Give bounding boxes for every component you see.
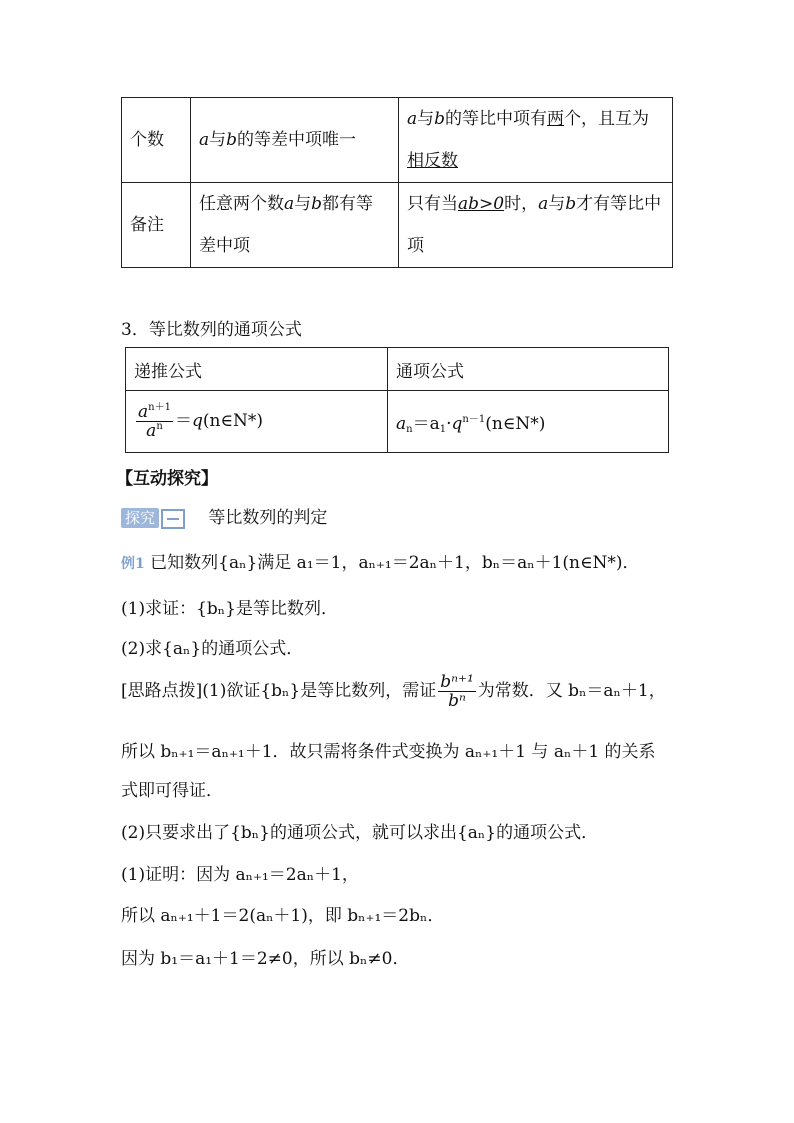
underlined-text: 相反数 xyxy=(407,151,458,171)
table-row xyxy=(126,348,669,391)
text: 时， xyxy=(504,194,539,214)
underlined-text: ab>0 xyxy=(458,194,505,214)
fraction-num: bⁿ⁺¹ xyxy=(440,672,474,692)
fraction xyxy=(136,403,173,440)
domain-text: (n∈N*) xyxy=(202,411,264,431)
text: 任意两个数 xyxy=(199,194,284,214)
equals: ＝ xyxy=(174,411,192,431)
hint-line-4: (2)只要求出了{bₙ}的通项公式，就可以求出{aₙ}的通项公式． xyxy=(121,823,599,843)
header-recursive: 递推公式 xyxy=(126,348,388,391)
table-cell xyxy=(191,183,399,268)
var-b: b xyxy=(226,130,238,150)
explore-tag: 探究 xyxy=(121,508,159,528)
text: 个，且互为 xyxy=(564,109,650,129)
question-2: (2)求{aₙ}的通项公式． xyxy=(121,639,304,659)
hint-line-3: 式即可得证． xyxy=(121,781,223,801)
sup: n＋1 xyxy=(148,402,171,413)
hint-fraction xyxy=(438,673,476,710)
text: 与 xyxy=(417,109,435,129)
hint-text: [思路点拨](1)欲证{bₙ}是等比数列，需证 xyxy=(121,681,437,701)
domain-text: (n∈N*) xyxy=(485,414,546,434)
text: 的等差中项唯一 xyxy=(237,130,357,150)
var-b: b xyxy=(434,109,446,129)
hint-line xyxy=(121,673,666,710)
table-cell xyxy=(399,183,673,268)
var-a: a xyxy=(199,130,210,150)
interactive-heading: 【互动探究】 xyxy=(116,469,218,489)
sup: n－1 xyxy=(462,414,486,425)
table-cell xyxy=(191,98,399,183)
underlined-text: 两 xyxy=(547,109,565,129)
explore-title: 等比数列的判定 xyxy=(208,508,328,528)
table-cell xyxy=(399,98,673,183)
var-a: a xyxy=(407,109,418,129)
proof-line-1: (1)证明：因为 aₙ₊₁＝2aₙ＋1， xyxy=(121,865,359,885)
example-icon: 例1 xyxy=(121,556,145,572)
text: 与 xyxy=(548,194,566,214)
header-general: 通项公式 xyxy=(388,348,669,391)
hint-line-2: 所以 bₙ₊₁＝aₙ₊₁＋1．故只需将条件式变换为 aₙ₊₁＋1 与 aₙ＋1 的关系 xyxy=(121,742,656,762)
formula-table xyxy=(125,347,669,453)
var-a: a xyxy=(146,421,157,441)
var-q: q xyxy=(451,414,463,434)
proof-line-3: 因为 b₁＝a₁＋1＝2≠0，所以 bₙ≠0． xyxy=(121,949,410,969)
question-1: (1)求证：{bₙ}是等比数列． xyxy=(121,599,338,619)
var-b: b xyxy=(565,194,577,214)
var-a: a xyxy=(138,402,149,422)
sup: n xyxy=(156,421,163,432)
comparison-table xyxy=(121,97,673,268)
dot: · xyxy=(446,414,452,434)
table-row xyxy=(126,391,669,453)
var-a: a xyxy=(396,414,407,434)
proof-line-2: 所以 aₙ₊₁＋1＝2(aₙ＋1)，即 bₙ₊₁＝2bₙ． xyxy=(121,906,445,926)
explore-box-icon xyxy=(161,509,185,529)
explore-heading xyxy=(121,503,327,529)
row-label: 备注 xyxy=(122,183,191,268)
text: 只有当 xyxy=(407,194,458,214)
text: 与 xyxy=(294,194,312,214)
text: 才有等比中项 xyxy=(407,194,662,256)
var-b: b xyxy=(311,194,323,214)
sub: n xyxy=(406,424,413,435)
var-q: q xyxy=(191,411,203,431)
fraction-den: bⁿ xyxy=(448,691,466,711)
table-row xyxy=(122,98,673,183)
hint-text: 为常数．又 bₙ＝aₙ＋1， xyxy=(477,681,666,701)
sub: 1 xyxy=(439,424,447,435)
formula-general xyxy=(388,391,669,453)
section-title: 3．等比数列的通项公式 xyxy=(121,320,302,340)
var-a: a xyxy=(538,194,549,214)
table-row xyxy=(122,183,673,268)
text: 与 xyxy=(209,130,227,150)
example-text: 已知数列{aₙ}满足 a₁＝1，aₙ₊₁＝2aₙ＋1，bₙ＝aₙ＋1(n∈N*)． xyxy=(150,553,640,573)
text: 都有等差中项 xyxy=(199,194,374,256)
equals: ＝a xyxy=(412,414,440,434)
var-a: a xyxy=(284,194,295,214)
row-label: 个数 xyxy=(122,98,191,183)
example-line xyxy=(121,548,640,573)
text: 的等比中项有 xyxy=(445,109,548,129)
formula-recursive xyxy=(126,391,388,453)
